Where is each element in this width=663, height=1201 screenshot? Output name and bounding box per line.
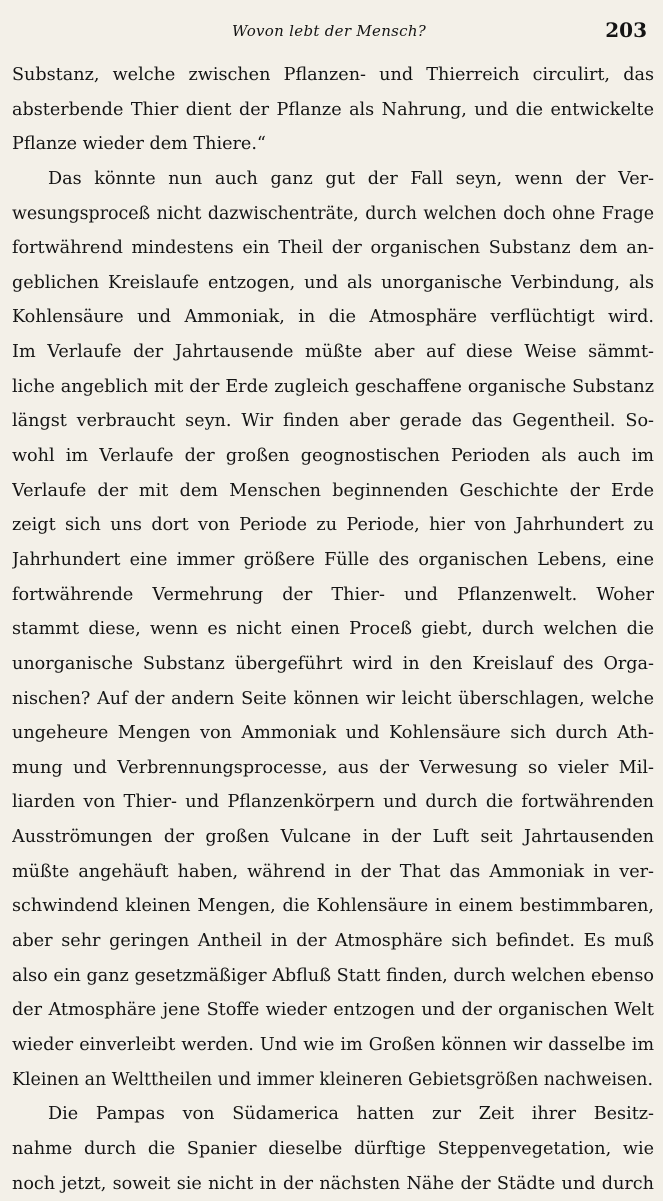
text-line: also ein ganz gesetzmäßiger Abfluß Statt finden, durch welchen ebenso [12, 959, 654, 994]
text-line: schwindend kleinen Mengen, die Kohlensäure in einem bestimmbaren, [12, 889, 654, 924]
text-line: zeigt sich uns dort von Periode zu Periode, hier von Jahrhundert zu [12, 508, 654, 543]
text-line: Im Verlaufe der Jahrtausende müßte aber auf diese Weise sämmt- [12, 335, 654, 370]
text-line: liche angeblich mit der Erde zugleich geschaffene organische Substanz [12, 370, 654, 405]
text-line: geblichen Kreislaufe entzogen, und als unorganische Verbindung, als [12, 266, 654, 301]
page-number: 203 [605, 18, 647, 42]
text-line: nischen? Auf der andern Seite können wir leicht überschlagen, welche [12, 682, 654, 717]
running-header [0, 18, 663, 46]
text-line: längst verbraucht seyn. Wir finden aber gerade das Gegentheil. So- [12, 404, 654, 439]
text-line: mung und Verbrennungsprocesse, aus der Verwesung so vieler Mil- [12, 751, 654, 786]
text-line: Ausströmungen der großen Vulcane in der Luft seit Jahrtausenden [12, 820, 654, 855]
text-line: unorganische Substanz übergeführt wird in den Kreislauf des Orga- [12, 647, 654, 682]
text-line: noch jetzt, soweit sie nicht in der nächsten Nähe der Städte und durch [12, 1167, 654, 1201]
text-line: absterbende Thier dient der Pflanze als Nahrung, und die entwickelte [12, 93, 654, 128]
text-line: Jahrhundert eine immer größere Fülle des organischen Lebens, eine [12, 543, 654, 578]
text-line: Substanz, welche zwischen Pflanzen- und Thierreich circulirt, das [12, 58, 654, 93]
text-line: wesungsproceß nicht dazwischenträte, durch welchen doch ohne Frage [12, 197, 654, 232]
text-line: fortwährend mindestens ein Theil der organischen Substanz dem an- [12, 231, 654, 266]
text-line: ungeheure Mengen von Ammoniak und Kohlensäure sich durch Ath- [12, 716, 654, 751]
text-line: Das könnte nun auch ganz gut der Fall seyn, wenn der Ver- [12, 162, 654, 197]
text-line: wieder einverleibt werden. Und wie im Großen können wir dasselbe im [12, 1028, 654, 1063]
text-line: Kleinen an Welttheilen und immer kleineren Gebietsgrößen nachweisen. [12, 1063, 654, 1098]
text-line: nahme durch die Spanier dieselbe dürftige Steppenvegetation, wie [12, 1132, 654, 1167]
text-line: Kohlensäure und Ammoniak, in die Atmosphäre verflüchtigt wird. [12, 300, 654, 335]
text-line: aber sehr geringen Antheil in der Atmosphäre sich befindet. Es muß [12, 924, 654, 959]
text-line: liarden von Thier- und Pflanzenkörpern und durch die fortwährenden [12, 785, 654, 820]
text-line: fortwährende Vermehrung der Thier- und Pflanzenwelt. Woher [12, 578, 654, 613]
body-text [12, 58, 654, 1201]
text-line: Verlaufe der mit dem Menschen beginnenden Geschichte der Erde [12, 474, 654, 509]
text-line: stammt diese, wenn es nicht einen Proceß giebt, durch welchen die [12, 612, 654, 647]
text-line: Die Pampas von Südamerica hatten zur Zeit ihrer Besitz- [12, 1097, 654, 1132]
text-line: müßte angehäuft haben, während in der That das Ammoniak in ver- [12, 855, 654, 890]
text-line: der Atmosphäre jene Stoffe wieder entzogen und der organischen Welt [12, 993, 654, 1028]
text-line: wohl im Verlaufe der großen geognostischen Perioden als auch im [12, 439, 654, 474]
text-line: Pflanze wieder dem Thiere.“ [12, 127, 654, 162]
running-title: Wovon lebt der Mensch? [232, 22, 426, 40]
